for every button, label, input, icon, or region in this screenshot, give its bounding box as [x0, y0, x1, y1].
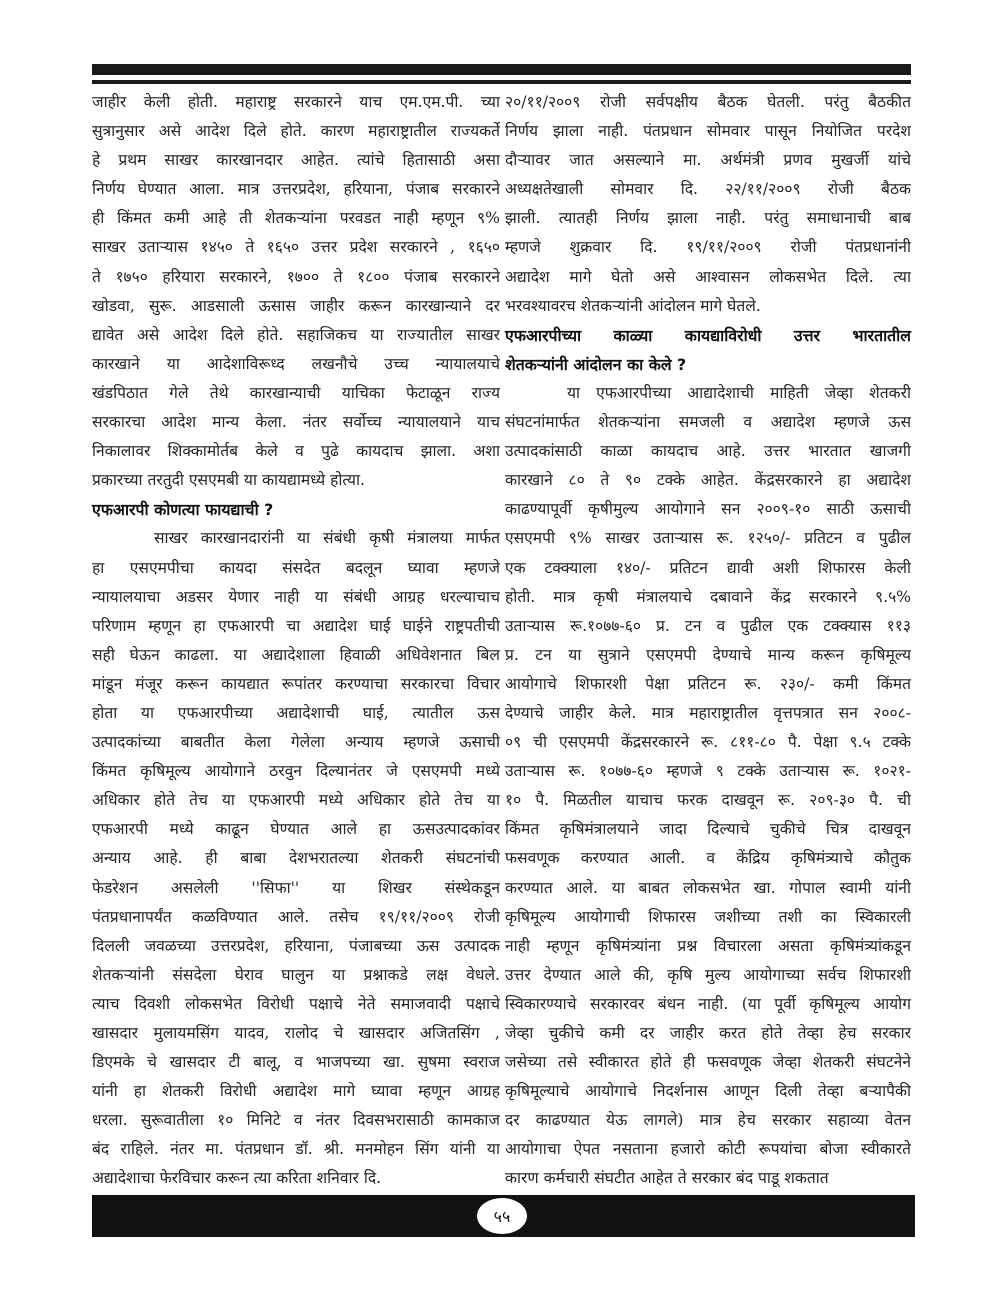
text-line: ही किंमत कमी आहे ती शेतकऱ्यांना परवडत नाही म्हणून ९% — [92, 209, 500, 228]
text-line: देण्याचे जाहीर केले. मात्र महाराष्ट्रातील वृत्तपत्रात सन २००८- — [505, 703, 911, 722]
text-line: त्याच दिवशी लोकसभेत विरोधी पक्षाचे नेते समाजवादी पक्षाचे — [92, 994, 500, 1013]
text-line: आयोगाचा ऐपत नसताना हजारो कोटी रूपयांचा बोजा स्वीकारते — [505, 1140, 911, 1159]
text-line: जाहीर केली होती. महाराष्ट्र सरकारने याच एम.एम.पी. च्या — [92, 93, 500, 111]
text-line: १० पै. मिळतील याचाच फरक दाखवून रू. २०९-३० पै. ची — [505, 791, 911, 810]
text-line: शेतकऱ्यांनी संसदेला घेराव घालुन या प्रश्नाकडे लक्ष वेधले. — [92, 965, 500, 984]
text-line: धरला. सुरूवातीला १० मिनिटे व नंतर दिवसभरासाठी कामकाज — [92, 1111, 500, 1130]
text-line: मांडून मंजूर करून कायद्यात रूपांतर करण्याचा सरकारचा विचार — [92, 674, 500, 693]
section-heading — [505, 321, 911, 379]
text-line: कारण कर्मचारी संघटीत आहेत ते सरकार बंद पाडू शकतात — [505, 1169, 829, 1188]
text-line: निर्णय झाला नाही. पंतप्रधान सोमवार पासून नियोजित परदेश — [505, 122, 911, 141]
paragraph — [92, 524, 500, 1193]
text-line: एक टक्क्याला १४०/- प्रतिटन द्यावी अशी शिफारस केली — [505, 558, 911, 577]
text-line: प्र. टन या सुत्राने एसएमपी देण्याचे मान्य करून कृषिमूल्य — [505, 645, 911, 664]
text-line: अद्यादेश मागे घेतो असे आश्वासन लोकसभेत दिले. त्या — [505, 267, 911, 286]
text-line: आयोगाचे शिफारशी पेक्षा प्रतिटन रू. २३०/- कमी किंमत — [505, 674, 911, 693]
text-line: कृषिमूल्य आयोगाची शिफारस जशीच्या तशी का स्विकारली — [505, 907, 911, 926]
page-number: ५५ — [476, 1197, 528, 1235]
text-line: अधिकार होते तेच या एफआरपी मध्ये अधिकार होते तेच या — [92, 791, 500, 810]
text-line: एसएमपी ९% साखर उताऱ्यास रू. १२५०/- प्रतिटन व पुढील — [505, 529, 911, 548]
text-line: साखर कारखानदारांनी या संबंधी कृषी मंत्रालया मार्फत — [154, 529, 500, 548]
text-line: फेडरेशन असलेली ''सिफा'' या शिखर संस्थेकडून — [92, 878, 500, 897]
text-line: कारखाने या आदेशाविरूध्द लखनौचे उच्च न्यायालयाचे — [92, 354, 500, 373]
left-column — [92, 88, 500, 1194]
header-rule-thick — [92, 64, 911, 75]
text-line: द्यावेत असे आदेश दिले होते. सहाजिकच या राज्यातील साखर — [92, 325, 500, 344]
text-line: नाही म्हणून कृषिमंत्र्यांना प्रश्न विचारला असता कृषिमंत्र्यांकडून — [505, 936, 911, 955]
text-line: कारखाने ८० ते ९० टक्के आहेत. केंद्रसरकारने हा अद्यादेश — [505, 471, 911, 490]
text-line: भरवश्यावरच शेतकऱ्यांनी आंदोलन मागे घेतले. — [505, 296, 761, 315]
text-line: जेव्हा चुकीचे कमी दर जाहीर करत होते तेव्हा हेच सरकार — [505, 1024, 911, 1042]
text-line: दिलली जवळच्या उत्तरप्रदेश, हरियाना, पंजाबच्या ऊस उत्पादक — [92, 936, 500, 955]
text-line: पंतप्रधानापर्यंत कळविण्यात आले. तसेच १९/११/२००९ रोजी — [92, 907, 500, 926]
text-line: करण्यात आले. या बाबत लोकसभेत खा. गोपाल स्वामी यांनी — [505, 878, 911, 897]
text-line: सुत्रानुसार असे आदेश दिले होते. कारण महाराष्ट्रातील राज्यकर्ते — [92, 122, 500, 141]
paragraph — [505, 88, 911, 321]
heading-line: एफआरपीच्या काळ्या कायद्याविरोधी उत्तर भारतातील — [505, 325, 911, 345]
text-line: परिणाम म्हणून हा एफआरपी चा अद्यादेश घाई घाईने राष्ट्रपतीची — [92, 616, 500, 635]
text-line: २०/११/२००९ रोजी सर्वपक्षीय बैठक घेतली. परंतु बैठकीत — [505, 93, 911, 111]
text-line: दौऱ्यावर जात असल्याने मा. अर्थमंत्री प्रणव मुखर्जी यांचे — [505, 151, 911, 170]
text-line: संघटनांमार्फत शेतकऱ्यांना समजली व अद्यादेश म्हणजे ऊस — [505, 413, 911, 432]
text-line: हा एसएमपीचा कायदा संसदेत बदलून घ्यावा म्हणजे — [92, 558, 500, 577]
text-line: खासदार मुलायमसिंग यादव, रालोद चे खासदार अजितसिंग , — [92, 1024, 500, 1042]
text-line: कृषिमूल्याचे आयोगाचे निदर्शनास आणून दिली तेव्हा बऱ्यापैकी — [505, 1082, 911, 1101]
text-line: स्विकारण्याचे सरकारवर बंधन नाही. (या पूर्वी कृषिमूल्य आयोग — [505, 994, 911, 1013]
text-line: उत्तर देण्यात आले की, कृषि मुल्य आयोगाच्या सर्वच शिफारशी — [505, 965, 911, 984]
text-line: होती. मात्र कृषी मंत्रालयाचे दबावाने केंद्र सरकारने ९.५% — [505, 587, 911, 606]
heading-line: शेतकऱ्यांनी आंदोलन का केले ? — [505, 354, 687, 374]
text-line: साखर उताऱ्यास १४५० ते १६५० उत्तर प्रदेश सरकारने , १६५० — [92, 238, 500, 257]
text-line: डिएमके चे खासदार टी बालू, व भाजपच्या खा. सुषमा स्वराज — [92, 1053, 500, 1072]
header-rule-thin — [92, 80, 911, 84]
text-line: सरकारचा आदेश मान्य केला. नंतर सर्वोच्च न्यायालयाने याच — [92, 413, 500, 432]
text-line: फसवणूक करण्यात आली. व केंद्रिय कृषिमंत्र्याचे कौतुक — [505, 849, 911, 868]
text-line: यांनी हा शेतकरी विरोधी अद्यादेश मागे घ्यावा म्हणून आग्रह — [92, 1082, 500, 1101]
text-line: निकालावर शिक्कामोर्तब केले व पुढे कायदाच झाला. अशा — [92, 442, 500, 461]
text-line: या एफआरपीच्या आद्यादेशाची माहिती जेव्हा शेतकरी — [567, 383, 911, 402]
text-line: सही घेऊन काढला. या अद्यादेशाला हिवाळी अधिवेशनात बिल — [92, 645, 500, 664]
text-line: हे प्रथम साखर कारखानदार आहेत. त्यांचे हितासाठी असा — [92, 151, 500, 170]
paragraph — [505, 379, 911, 1194]
text-line: अद्यादेशाचा फेरविचार करून त्या करिता शनिवार दि. — [92, 1169, 382, 1188]
text-line: उत्पादकांच्या बाबतीत केला गेलेला अन्याय म्हणजे ऊसाची — [92, 733, 500, 752]
text-line: अन्याय आहे. ही बाबा देशभरातल्या शेतकरी संघटनांची — [92, 849, 500, 868]
text-line: अध्यक्षतेखाली सोमवार दि. २२/११/२००९ रोजी बैठक — [505, 180, 911, 199]
text-line: उताऱ्यास रू. १०७७-६० म्हणजे ९ टक्के उताऱ्यास रू. १०२१- — [505, 762, 911, 781]
text-line: ०९ ची एसएमपी केंद्रसरकारने रू. ८११-८० पै. पेक्षा ९.५ टक्के — [505, 733, 911, 752]
text-line: दर काढण्यात येऊ लागले) मात्र हेच सरकार सहाव्या वेतन — [505, 1111, 911, 1130]
text-line: बंद राहिले. नंतर मा. पंतप्रधान डॉ. श्री. मनमोहन सिंग यांनी या — [92, 1140, 500, 1159]
text-line: उताऱ्यास रू.१०७७-६० प्र. टन व पुढील एक टक्क्यास ११३ — [505, 616, 911, 635]
text-line: किंमत कृषिमूल्य आयोगाने ठरवुन दिल्यानंतर जे एसएमपी मध्ये — [92, 762, 500, 781]
section-heading — [92, 495, 500, 524]
text-line: खोडवा, सुरू. आडसाली ऊसास जाहीर करून कारखान्याने दर — [92, 296, 500, 315]
text-line: निर्णय घेण्यात आला. मात्र उत्तरप्रदेश, हरियाना, पंजाब सरकारने — [92, 180, 500, 199]
right-column — [505, 88, 911, 1194]
text-line: होता या एफआरपीच्या अद्यादेशाची घाई, त्यातील ऊस — [92, 703, 500, 722]
text-line: न्यायालयाचा अडसर येणार नाही या संबंधी आग्रह धरल्याचाच — [92, 587, 500, 606]
text-line: किंमत कृषिमंत्रालयाने जादा दिल्याचे चुकीचे चित्र दाखवून — [505, 820, 911, 839]
text-line: खंडपिठात गेले तेथे कारखान्याची याचिका फेटाळून राज्य — [92, 383, 500, 402]
text-line: जसेच्या तसे स्वीकारत होते ही फसवणूक जेव्हा शेतकरी संघटनेने — [505, 1053, 911, 1072]
heading-line: एफआरपी कोणत्या फायद्याची ? — [92, 500, 274, 520]
text-line: एफआरपी मध्ये काढून घेण्यात आले हा ऊसउत्पादकांवर — [92, 820, 500, 839]
text-line: प्रकारच्या तरतुदी एसएमबी या कायद्यामध्ये होत्या. — [92, 471, 365, 490]
text-line: झाली. त्यातही निर्णय झाला नाही. परंतु समाधानाची बाब — [505, 209, 911, 228]
text-line: म्हणजे शुक्रवार दि. १९/११/२००९ रोजी पंतप्रधानांनी — [505, 238, 911, 257]
text-line: ते १७५० हरियारा सरकारने, १७०० ते १८०० पंजाब सरकारने — [92, 267, 500, 286]
text-line: उत्पादकांसाठी काळा कायदाच आहे. उत्तर भारतात खाजगी — [505, 442, 911, 461]
text-line: काढण्यापूर्वी कृषीमुल्य आयोगाने सन २००९-१० साठी ऊसाची — [505, 500, 911, 519]
paragraph — [92, 88, 500, 495]
